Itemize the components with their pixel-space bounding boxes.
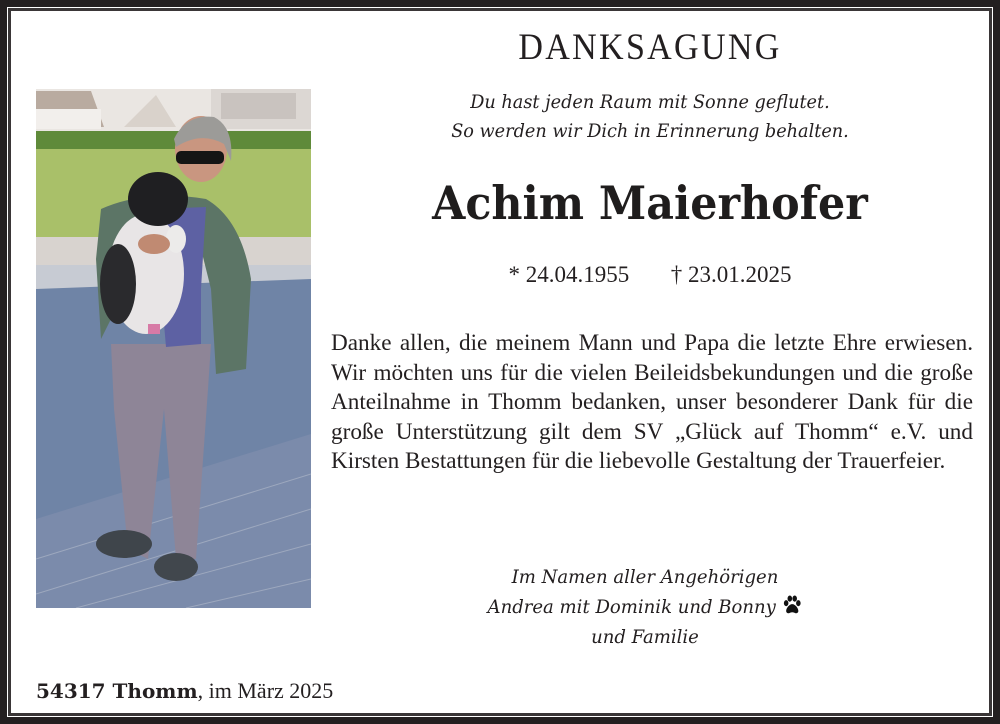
birth-symbol: * xyxy=(508,262,520,287)
deceased-name: Achim Maierhofer xyxy=(432,176,868,230)
signature-line-3: und Familie xyxy=(591,626,699,648)
thank-you-text: Danke allen, die meinem Mann und Papa die letzte Ehre erwiesen. Wir möchten uns für die vielen Beileidsbekundungen und die große Anteilnahme in Thomm bedanken, unser besonderer Dank für die große Unterstützung gilt dem SV „Glück auf Thomm“ e.V. und Kirsten Bestattungen für die liebevolle Gestaltung der Trauerfeier. xyxy=(331,330,973,474)
death-date: 23.01.2025 xyxy=(688,262,792,287)
signature-line-1: Im Namen aller Angehörigen xyxy=(511,566,779,588)
footer-date: , im März 2025 xyxy=(197,678,334,703)
birth-date: 24.04.1955 xyxy=(525,262,630,287)
death-cross-icon: † xyxy=(670,262,683,287)
footer-location: 54317 Thomm xyxy=(36,679,198,703)
signature-line-2 xyxy=(441,592,850,622)
signature-line-2-text: Andrea mit Dominik und Bonny xyxy=(487,596,776,618)
verse-line-1: Du hast jeden Raum mit Sonne geflutet. xyxy=(470,91,830,113)
verse-line-2: So werden wir Dich in Erinnerung behalten. xyxy=(451,120,849,142)
footer-location-date xyxy=(36,678,333,704)
paw-print-icon xyxy=(782,594,803,616)
memorial-verse xyxy=(352,88,947,146)
life-dates xyxy=(330,262,970,288)
notice-heading: DANKSAGUNG xyxy=(518,27,782,68)
portrait-photo xyxy=(36,89,311,608)
signature-block xyxy=(441,562,850,652)
